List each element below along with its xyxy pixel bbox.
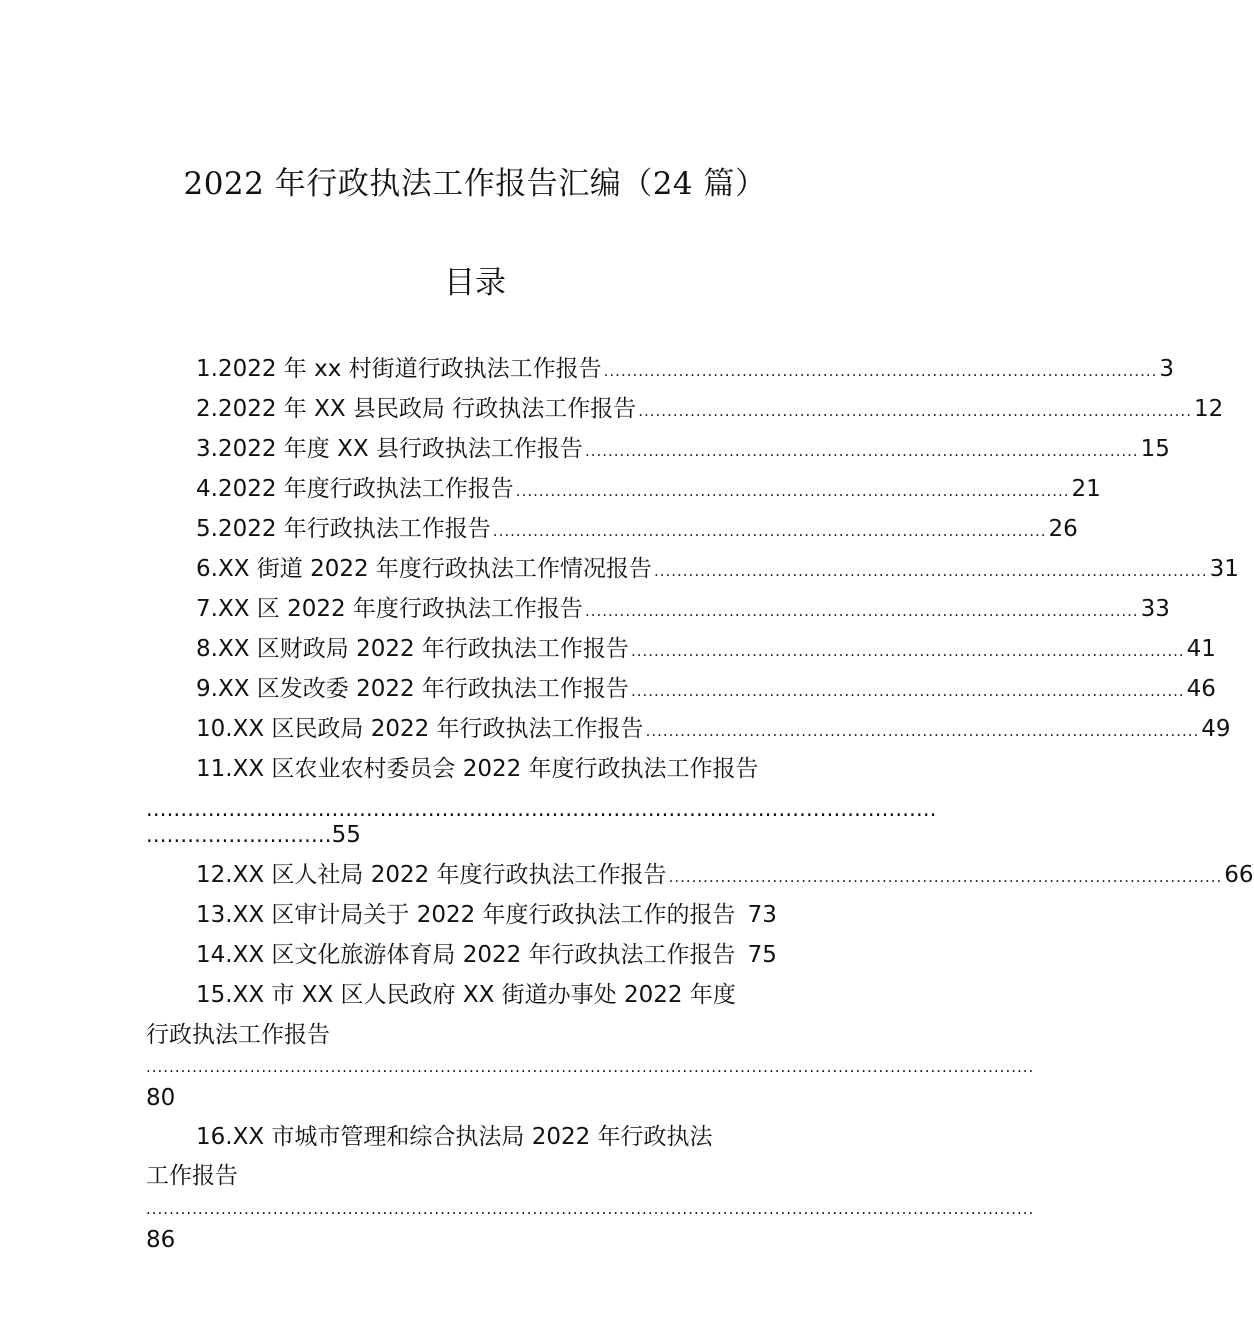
toc-page-number: 75 [747,942,777,968]
dot-leader: ................................................................................................ [638,402,1192,420]
toc-entry[interactable] [196,634,1216,664]
toc-entry-label: 12.XX 区人社局 2022 年度行政执法工作报告 [196,862,667,888]
dot-leader: ........................... [146,823,332,847]
toc-page-number: 49 [1201,716,1231,742]
toc-page-number: 86 [146,1227,176,1253]
toc-entry-label: 5.2022 年行政执法工作报告 [196,516,491,542]
toc-page-number: 26 [1048,516,1078,542]
toc-entry-label: 4.2022 年度行政执法工作报告 [196,476,514,502]
toc-page-number: 31 [1209,556,1239,582]
toc-entry-label: 11.XX 区农业农村委员会 2022 年度行政执法工作报告 [196,756,759,782]
toc-page-number: 15 [1140,436,1170,462]
dot-leader: ................................................................................................................... [146,797,937,821]
dot-leader: ................................................................................................ [515,482,1070,500]
toc-entry[interactable] [196,394,1224,424]
toc-entry-label: 8.XX 区财政局 2022 年行政执法工作报告 [196,636,629,662]
toc-entry-label: 6.XX 街道 2022 年度行政执法工作情况报告 [196,556,652,582]
toc-entry-label: 2.2022 年 XX 县民政局 行政执法工作报告 [196,396,637,422]
toc-page-number: 41 [1186,636,1216,662]
toc-entry[interactable] [196,940,836,970]
toc-entry-label-continuation: 工作报告 [146,1163,238,1189]
toc-entry-continuation [146,820,361,850]
toc-page-number: 73 [747,902,777,928]
toc-entry[interactable] [196,714,1231,744]
toc-page-number: 3 [1159,356,1175,382]
document-title: 2022 年行政执法工作报告汇编（24 篇） [183,166,767,202]
toc-entry-label-continuation: 行政执法工作报告 [146,1022,330,1048]
toc-page-number: 66 [1224,862,1254,888]
toc-entry[interactable] [196,900,836,930]
dot-leader: .......................................................................................................................................................... [146,1200,1035,1218]
toc-entry-label: 10.XX 区民政局 2022 年行政执法工作报告 [196,716,644,742]
dot-leader: ................................................................................................ [630,642,1185,660]
toc-entry-label: 13.XX 区审计局关于 2022 年度行政执法工作的报告 [196,902,736,928]
dot-leader: ................................................................................................ [584,602,1139,620]
toc-entry-label: 7.XX 区 2022 年度行政执法工作报告 [196,596,583,622]
toc-entry-label: 14.XX 区文化旅游体育局 2022 年行政执法工作报告 [196,942,736,968]
toc-entry[interactable] [196,674,1216,704]
toc-entry-label: 15.XX 市 XX 区人民政府 XX 街道办事处 2022 年度 [196,982,736,1008]
dot-leader: ................................................................................................ [584,442,1139,460]
toc-page-number: 33 [1140,596,1170,622]
dot-leader: ................................................................................................ [653,562,1208,580]
toc-entry[interactable] [196,474,1101,504]
toc-page-number: 46 [1186,676,1216,702]
toc-entry-label: 3.2022 年度 XX 县行政执法工作报告 [196,436,583,462]
toc-entry[interactable] [196,514,1078,544]
toc-entry[interactable] [196,434,1170,464]
toc-entry-label: 9.XX 区发改委 2022 年行政执法工作报告 [196,676,629,702]
toc-entry[interactable] [196,860,1254,890]
toc-page-number: 55 [331,822,361,848]
dot-leader: .......................................................................................................................................................... [146,1058,1035,1076]
toc-entry-label: 1.2022 年 xx 村街道行政执法工作报告 [196,356,602,382]
dot-leader: ................................................................................................ [630,682,1185,700]
dot-leader: ................................................................................................ [668,868,1223,886]
toc-page-number: 80 [146,1085,176,1111]
toc-entry[interactable] [196,594,1170,624]
dot-leader: ................................................................................................ [645,722,1200,740]
dot-leader: ................................................................................................ [492,522,1047,540]
toc-page-number: 12 [1193,396,1224,422]
toc-entry[interactable] [196,554,1239,584]
toc-entry-label: 16.XX 市城市管理和综合执法局 2022 年行政执法 [196,1124,713,1150]
dot-leader: ................................................................................................ [603,362,1158,380]
toc-heading: 目录 [444,265,506,301]
toc-page-number: 21 [1071,476,1101,502]
toc-entry[interactable] [196,354,1175,384]
